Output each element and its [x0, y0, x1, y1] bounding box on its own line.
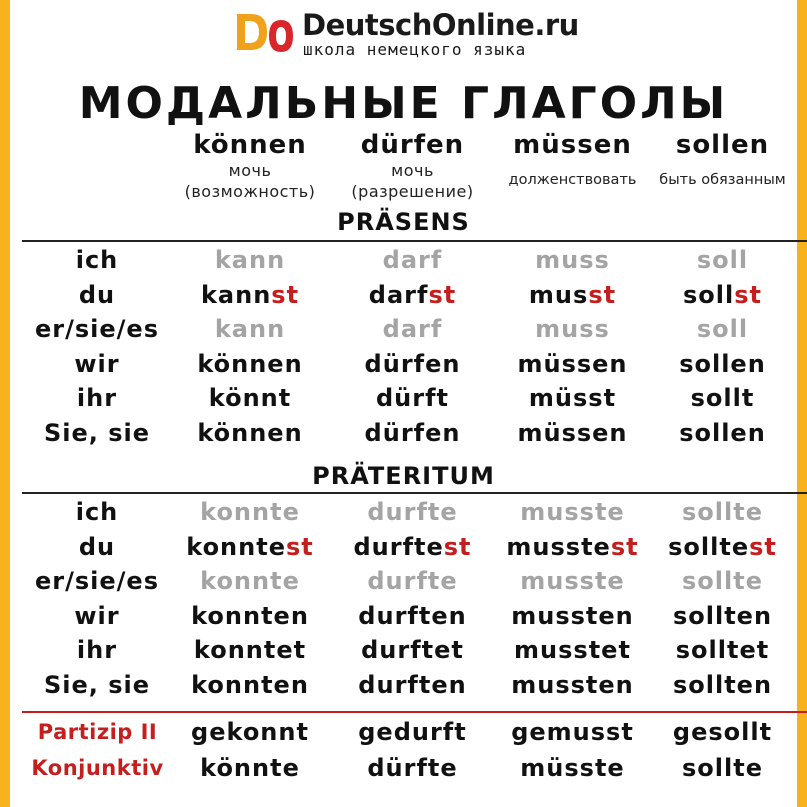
- pronoun: Sie, sie: [43, 418, 151, 447]
- verb-stem: kann: [200, 280, 272, 309]
- verb-form: [645, 315, 800, 343]
- verb-stem: muss: [535, 246, 610, 274]
- verb-stem: darf: [382, 246, 443, 274]
- verb-ending: st: [443, 532, 472, 561]
- verb-form: [645, 567, 800, 595]
- table-row: [0, 498, 807, 532]
- verb-form: gemusst: [511, 718, 634, 746]
- verb-form: [645, 533, 800, 561]
- verb-name: können: [193, 130, 307, 160]
- table-row: [0, 419, 807, 453]
- verb-stem: durfte: [367, 567, 458, 595]
- divider-extra: [22, 711, 807, 713]
- verb-name: müssen: [513, 130, 632, 160]
- verb-form: [330, 533, 495, 561]
- table-row: [0, 281, 807, 315]
- verb-stem: soll: [696, 315, 749, 343]
- verb-stem: musstet: [514, 636, 631, 664]
- verb-stem: konntet: [193, 636, 307, 664]
- verb-form: [330, 567, 495, 595]
- verb-stem: dürfen: [364, 418, 461, 447]
- verb-stem: musste: [520, 567, 625, 595]
- verb-stem: konnte: [186, 532, 286, 561]
- verb-form: [490, 384, 655, 412]
- verb-form: [170, 533, 330, 561]
- verb-ending: st: [734, 280, 762, 309]
- verb-meaning-note: (разрешение): [351, 182, 474, 201]
- verb-stem: durften: [358, 601, 467, 630]
- verb-meaning: мочь: [391, 161, 434, 180]
- brand-name: DeutschOnline.ru: [302, 8, 579, 42]
- pronoun: ihr: [76, 636, 118, 664]
- verb-stem: mus: [528, 280, 589, 309]
- verb-form: [330, 281, 495, 309]
- verb-form: [645, 384, 800, 412]
- verb-stem: sollte: [668, 532, 750, 561]
- verb-form: [170, 419, 330, 447]
- section-title-praeteritum: PRÄTERITUM: [312, 462, 495, 490]
- verb-ending: st: [271, 280, 300, 309]
- pronoun: ich: [75, 498, 119, 526]
- table-row: [0, 636, 807, 670]
- table-row: [0, 350, 807, 384]
- verb-stem: durfte: [367, 498, 458, 526]
- verb-form: [645, 671, 800, 699]
- verb-form: [490, 281, 655, 309]
- verb-stem: darf: [382, 315, 443, 343]
- verb-form: [170, 350, 330, 378]
- verb-form: [170, 636, 330, 664]
- pronoun: du: [78, 532, 116, 561]
- verb-form: [330, 315, 495, 343]
- verb-stem: konnten: [191, 601, 309, 630]
- page-title: МОДАЛЬНЫЕ ГЛАГОЛЫ: [78, 78, 729, 129]
- verb-name: dürfen: [360, 130, 465, 160]
- pronoun: du: [78, 280, 116, 309]
- verb-form: [490, 533, 655, 561]
- verb-stem: durfte: [353, 532, 444, 561]
- pronoun: wir: [74, 349, 120, 378]
- verb-stem: müsst: [528, 384, 617, 412]
- table-row: [0, 718, 807, 752]
- verb-form: [490, 671, 655, 699]
- verb-header-sollen: [645, 130, 800, 191]
- verb-form: gedurft: [358, 718, 467, 746]
- verb-meaning-note: (возможность): [184, 182, 316, 201]
- verb-ending: st: [749, 532, 777, 561]
- verb-stem: dürfen: [364, 349, 461, 378]
- verb-stem: muss: [535, 315, 610, 343]
- verb-form: [170, 602, 330, 630]
- verb-ending: st: [588, 280, 617, 309]
- verb-form: [645, 498, 800, 526]
- verb-form: [490, 498, 655, 526]
- verb-form: [490, 246, 655, 274]
- verb-form: [170, 567, 330, 595]
- verb-form: [330, 671, 495, 699]
- divider-praeteritum: [22, 492, 807, 494]
- verb-stem: sollen: [679, 349, 766, 378]
- verb-stem: können: [197, 418, 303, 447]
- verb-stem: müssen: [517, 418, 628, 447]
- verb-stem: müssen: [517, 349, 628, 378]
- verb-ending: st: [285, 532, 314, 561]
- verb-form: [170, 671, 330, 699]
- pronoun: er/sie/es: [35, 315, 159, 343]
- verb-stem: soll: [696, 246, 749, 274]
- verb-form: gesollt: [672, 718, 773, 746]
- table-row: [0, 602, 807, 636]
- verb-header-duerfen: [330, 130, 495, 202]
- verb-form: [645, 636, 800, 664]
- verb-form: gekonnt: [191, 718, 309, 746]
- verb-stem: sollte: [682, 567, 763, 595]
- verb-form: müsste: [520, 754, 625, 782]
- table-row: [0, 315, 807, 349]
- verb-stem: können: [197, 349, 303, 378]
- table-row: [0, 567, 807, 601]
- verb-header-koennen: [170, 130, 330, 202]
- verb-ending: st: [610, 532, 639, 561]
- verb-form: dürfte: [367, 754, 458, 782]
- verb-stem: konnte: [200, 498, 300, 526]
- pronoun: ich: [75, 246, 119, 274]
- verb-form: [490, 315, 655, 343]
- verb-stem: kann: [214, 315, 286, 343]
- verb-stem: durftet: [361, 636, 464, 664]
- verb-form: [330, 246, 495, 274]
- verb-form: [330, 350, 495, 378]
- verb-form: [645, 602, 800, 630]
- verb-form: [490, 636, 655, 664]
- table-row: [0, 533, 807, 567]
- deutschonline-logo-icon: [235, 10, 295, 56]
- pronoun: Sie, sie: [43, 670, 151, 699]
- verb-stem: soll: [683, 280, 735, 309]
- verb-stem: könnt: [208, 384, 292, 412]
- verb-meaning-note: быть обязанным: [659, 172, 786, 188]
- verb-stem: kann: [214, 246, 286, 274]
- form-label: Partizip II: [37, 720, 158, 744]
- verb-form: [330, 419, 495, 447]
- pronoun: er/sie/es: [35, 567, 159, 595]
- verb-stem: solltet: [675, 636, 770, 664]
- table-row: [0, 754, 807, 788]
- verb-form: [170, 315, 330, 343]
- verb-form: [330, 636, 495, 664]
- verb-stem: dürft: [375, 384, 449, 412]
- table-row: [0, 246, 807, 280]
- section-title-praesens: PRÄSENS: [337, 208, 470, 236]
- pronoun: wir: [74, 601, 120, 630]
- brand-tagline: школа немецкого языка: [303, 40, 527, 59]
- verb-form: [170, 281, 330, 309]
- verb-form: könnte: [200, 754, 300, 782]
- verb-form: [645, 246, 800, 274]
- divider-praesens: [22, 240, 807, 242]
- verb-stem: musste: [520, 498, 625, 526]
- verb-header-muessen: [490, 130, 655, 191]
- verb-stem: konnten: [191, 670, 309, 699]
- verb-stem: musste: [506, 532, 611, 561]
- verb-stem: sollt: [690, 384, 755, 412]
- verb-form: [170, 246, 330, 274]
- verb-stem: mussten: [511, 670, 634, 699]
- verb-form: [170, 384, 330, 412]
- verb-stem: sollen: [679, 418, 766, 447]
- verb-stem: durften: [358, 670, 467, 699]
- form-label: Konjunktiv: [31, 756, 164, 780]
- verb-form: [330, 384, 495, 412]
- verb-stem: sollten: [672, 670, 773, 699]
- verb-form: [490, 419, 655, 447]
- table-row: [0, 671, 807, 705]
- verb-stem: konnte: [200, 567, 300, 595]
- verb-meaning-note: долженствовать: [508, 172, 637, 188]
- verb-form: sollte: [682, 754, 763, 782]
- verb-form: [330, 602, 495, 630]
- verb-stem: sollte: [682, 498, 763, 526]
- verb-name: sollen: [675, 130, 770, 160]
- verb-form: [330, 498, 495, 526]
- verb-stem: sollten: [672, 601, 773, 630]
- pronoun: ihr: [76, 384, 118, 412]
- verb-form: [490, 350, 655, 378]
- verb-form: [170, 498, 330, 526]
- verb-form: [645, 419, 800, 447]
- verb-stem: darf: [368, 280, 429, 309]
- verb-stem: mussten: [511, 601, 634, 630]
- verb-form: [490, 567, 655, 595]
- verb-form: [645, 350, 800, 378]
- verb-form: [645, 281, 800, 309]
- table-row: [0, 384, 807, 418]
- verb-meaning: мочь: [228, 161, 272, 180]
- verb-ending: st: [428, 280, 457, 309]
- verb-form: [490, 602, 655, 630]
